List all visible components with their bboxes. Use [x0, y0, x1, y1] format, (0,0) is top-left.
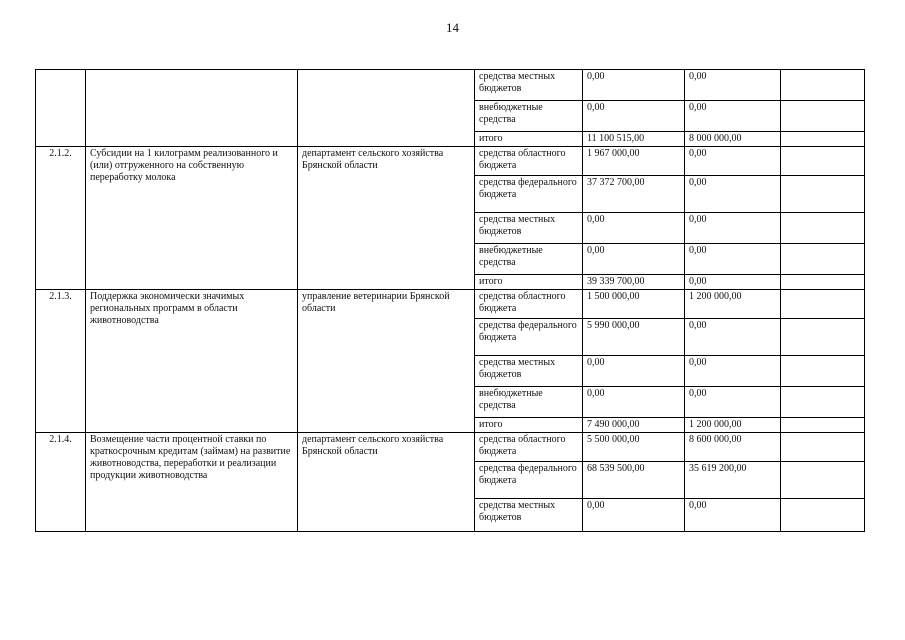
funding-source: внебюджетные средства	[475, 244, 583, 275]
funding-source: средства областного бюджета	[475, 147, 583, 176]
funding-source: итого	[475, 132, 583, 147]
table-row	[36, 70, 865, 101]
amount-value-1: 0,00	[583, 387, 685, 418]
funding-source: итого	[475, 275, 583, 290]
amount-value-1: 1 500 000,00	[583, 290, 685, 319]
funding-source: средства местных бюджетов	[475, 356, 583, 387]
item-number: 2.1.2.	[36, 147, 86, 290]
amount-value-3	[781, 147, 865, 176]
amount-value-1: 0,00	[583, 356, 685, 387]
item-number: 2.1.3.	[36, 290, 86, 433]
funding-source: средства федерального бюджета	[475, 462, 583, 499]
funding-source: средства федерального бюджета	[475, 176, 583, 213]
amount-value-3	[781, 433, 865, 462]
amount-value-3	[781, 275, 865, 290]
amount-value-3	[781, 70, 865, 101]
amount-value-3	[781, 418, 865, 433]
amount-value-1: 11 100 515,00	[583, 132, 685, 147]
amount-value-1: 0,00	[583, 244, 685, 275]
amount-value-3	[781, 499, 865, 532]
amount-value-3	[781, 132, 865, 147]
amount-value-2: 1 200 000,00	[685, 290, 781, 319]
funding-source: средства областного бюджета	[475, 433, 583, 462]
amount-value-3	[781, 290, 865, 319]
funding-source: средства местных бюджетов	[475, 213, 583, 244]
page-number: 14	[446, 20, 459, 35]
amount-value-2: 0,00	[685, 275, 781, 290]
funding-source: итого	[475, 418, 583, 433]
amount-value-2: 1 200 000,00	[685, 418, 781, 433]
table-row	[36, 290, 865, 319]
measure-name: Субсидии на 1 килограмм реализованного и (или) отгруженного на собственную переработку молока	[86, 147, 298, 290]
funding-source: внебюджетные средства	[475, 387, 583, 418]
table-row	[36, 147, 865, 176]
amount-value-2: 0,00	[685, 356, 781, 387]
executor	[298, 70, 475, 147]
amount-value-2: 0,00	[685, 70, 781, 101]
amount-value-3	[781, 176, 865, 213]
item-number	[36, 70, 86, 147]
amount-value-2: 0,00	[685, 101, 781, 132]
amount-value-1: 5 990 000,00	[583, 319, 685, 356]
funding-source: средства федерального бюджета	[475, 319, 583, 356]
amount-value-1: 0,00	[583, 213, 685, 244]
measure-name: Поддержка экономически значимых региональных программ в области животноводства	[86, 290, 298, 433]
amount-value-3	[781, 462, 865, 499]
amount-value-1: 0,00	[583, 499, 685, 532]
amount-value-3	[781, 244, 865, 275]
amount-value-1: 68 539 500,00	[583, 462, 685, 499]
amount-value-1: 1 967 000,00	[583, 147, 685, 176]
amount-value-1: 37 372 700,00	[583, 176, 685, 213]
amount-value-2: 8 000 000,00	[685, 132, 781, 147]
table-row	[36, 433, 865, 462]
measure-name: Возмещение части процентной ставки по краткосрочным кредитам (займам) на развитие животноводства, переработки и реализации продукции животноводства	[86, 433, 298, 532]
measure-name	[86, 70, 298, 147]
amount-value-2: 8 600 000,00	[685, 433, 781, 462]
executor: департамент сельского хозяйства Брянской области	[298, 147, 475, 290]
funding-source: средства областного бюджета	[475, 290, 583, 319]
amount-value-2: 0,00	[685, 499, 781, 532]
amount-value-3	[781, 319, 865, 356]
amount-value-3	[781, 387, 865, 418]
amount-value-1: 7 490 000,00	[583, 418, 685, 433]
item-number: 2.1.4.	[36, 433, 86, 532]
amount-value-1: 39 339 700,00	[583, 275, 685, 290]
amount-value-2: 0,00	[685, 176, 781, 213]
executor: департамент сельского хозяйства Брянской области	[298, 433, 475, 532]
amount-value-2: 0,00	[685, 147, 781, 176]
funding-table	[35, 69, 865, 532]
amount-value-2: 0,00	[685, 387, 781, 418]
funding-source: средства местных бюджетов	[475, 499, 583, 532]
amount-value-2: 0,00	[685, 319, 781, 356]
amount-value-1: 0,00	[583, 70, 685, 101]
funding-source: средства местных бюджетов	[475, 70, 583, 101]
amount-value-3	[781, 213, 865, 244]
amount-value-1: 5 500 000,00	[583, 433, 685, 462]
funding-source: внебюджетные средства	[475, 101, 583, 132]
amount-value-3	[781, 101, 865, 132]
amount-value-2: 0,00	[685, 213, 781, 244]
amount-value-3	[781, 356, 865, 387]
amount-value-2: 0,00	[685, 244, 781, 275]
executor: управление ветеринарии Брянской области	[298, 290, 475, 433]
amount-value-1: 0,00	[583, 101, 685, 132]
amount-value-2: 35 619 200,00	[685, 462, 781, 499]
